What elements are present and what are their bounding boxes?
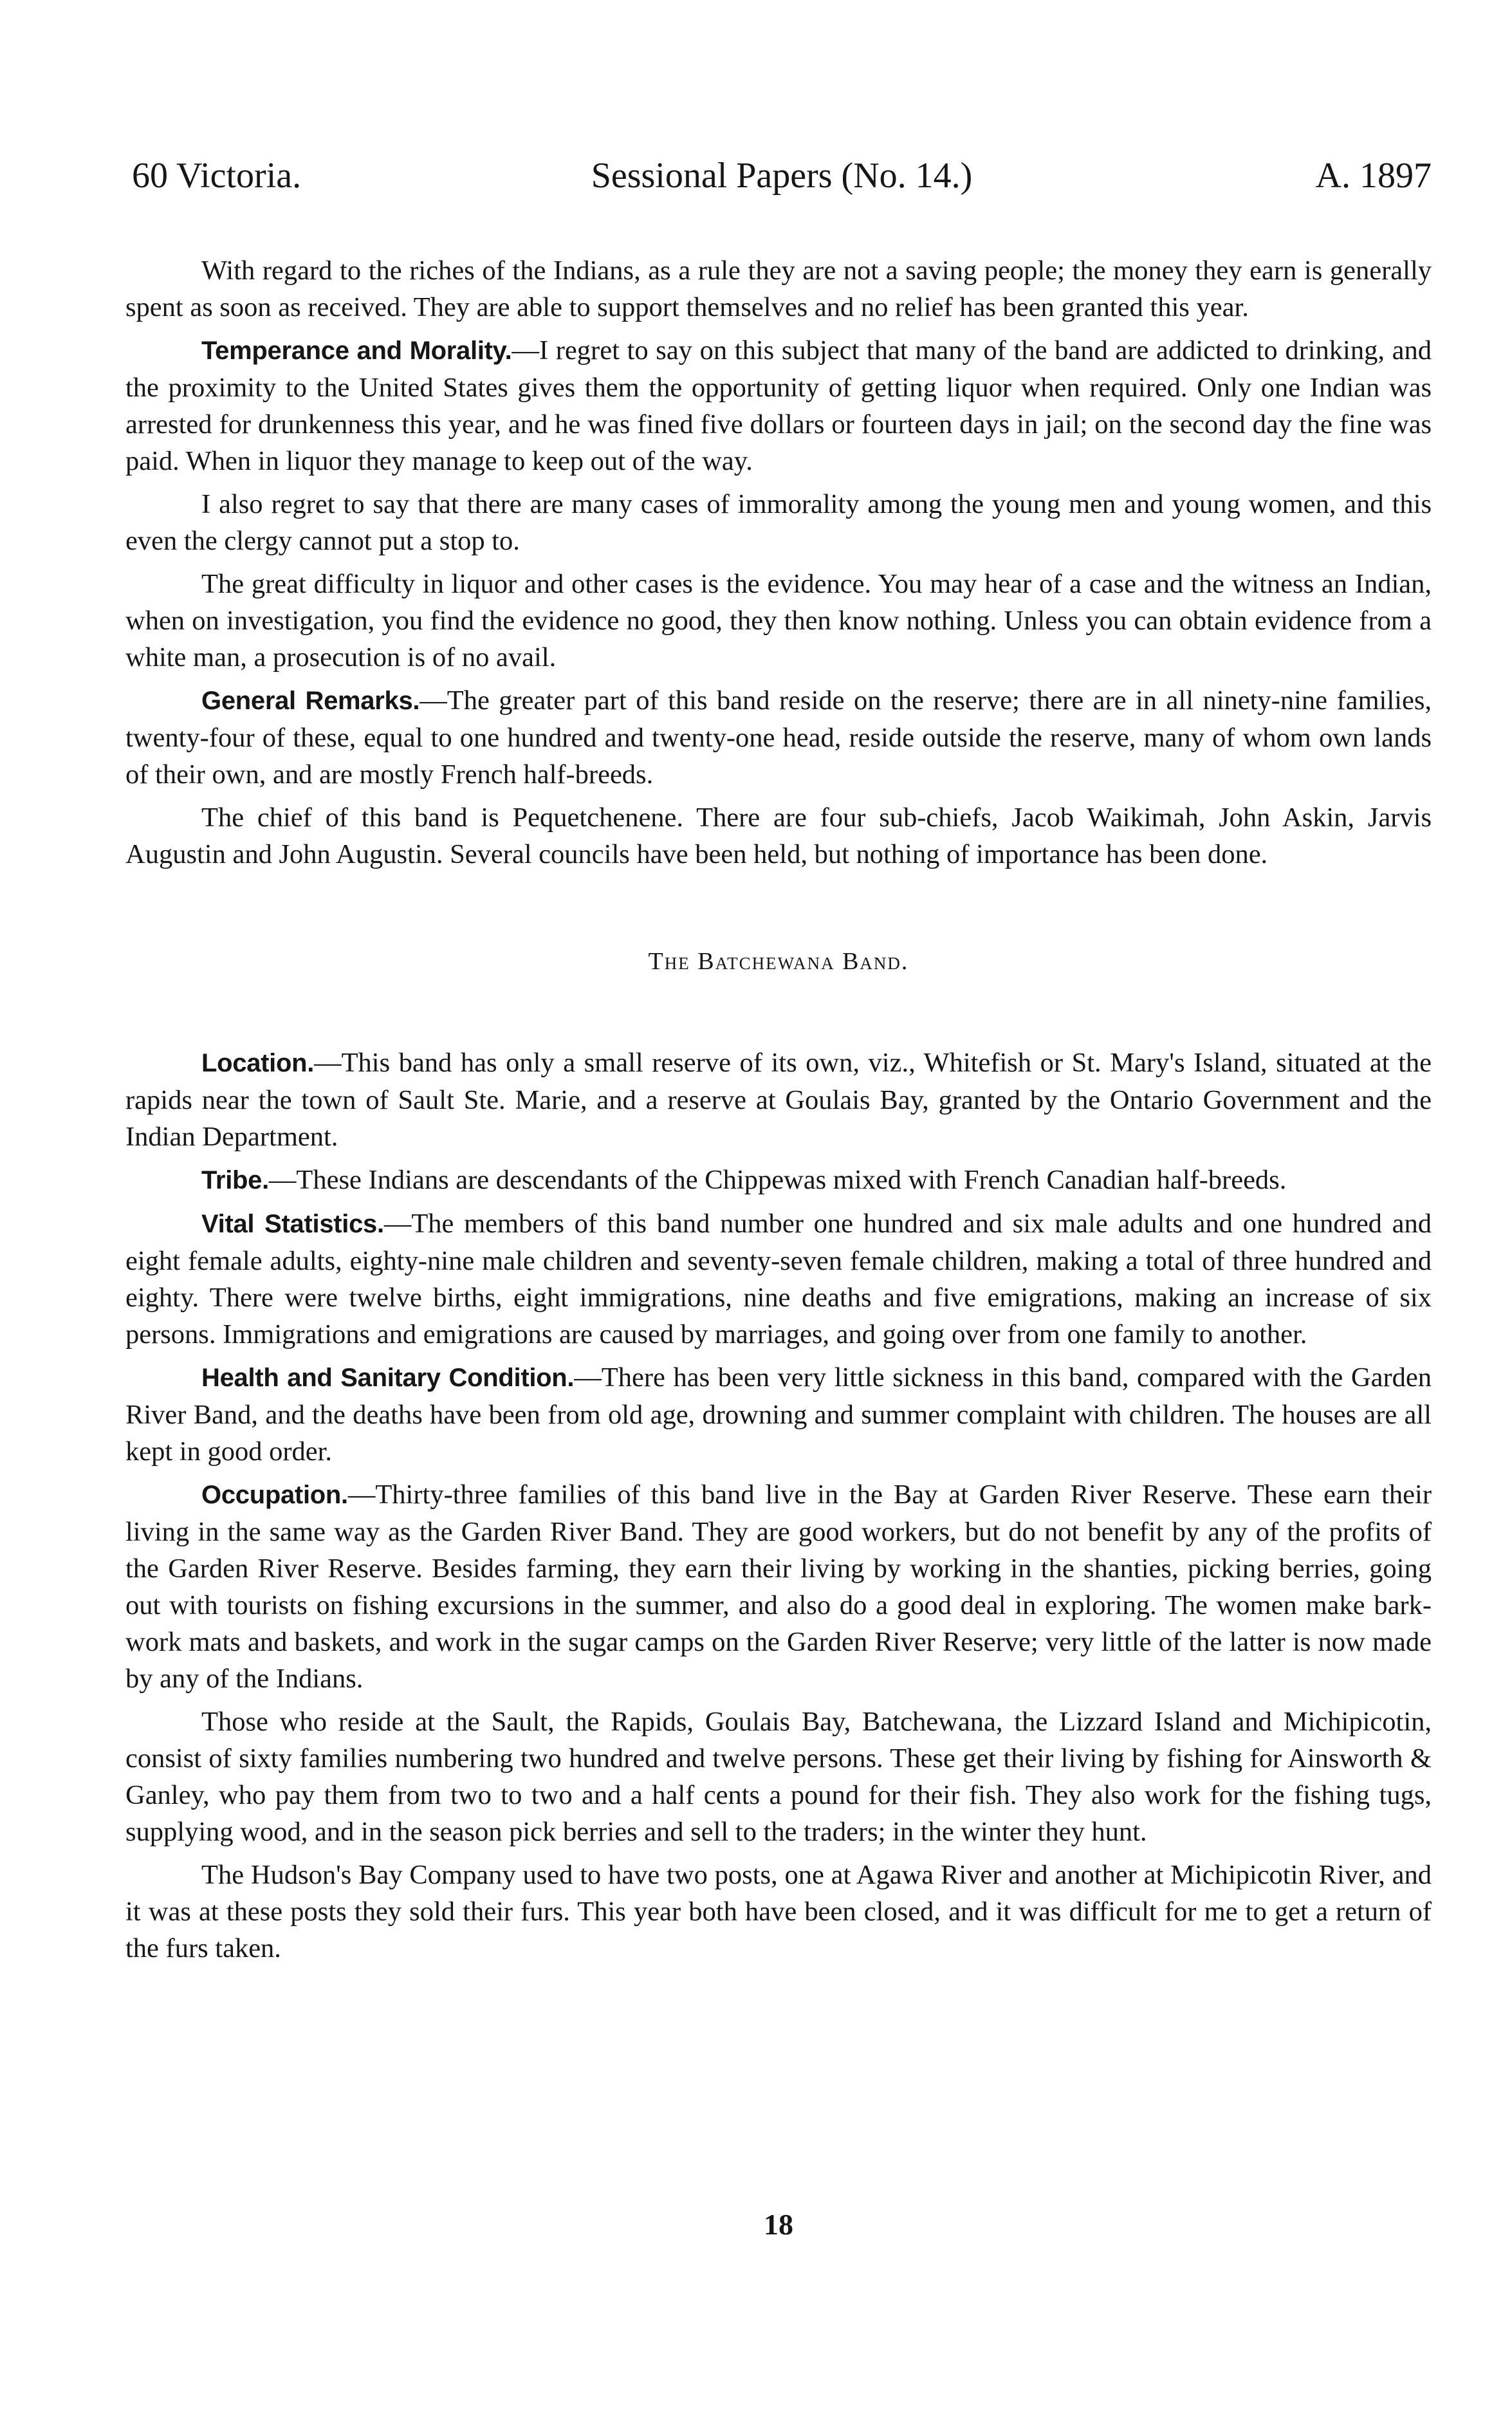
paragraph-location: [125, 1044, 1432, 1155]
run-in-heading: Tribe.: [201, 1166, 269, 1194]
run-in-heading: Location.: [201, 1049, 315, 1077]
paragraph-text: —There has been very little sickness in this band, compared with the Garden River Band, and the deaths have been from old age, drowning and summer complaint with children. The houses are all kept in good order.: [125, 1362, 1432, 1467]
paragraph-tribe: [125, 1162, 1432, 1199]
page-body: [125, 252, 1432, 1973]
section-title: The Batchewana Band.: [648, 948, 909, 975]
header-year: A. 1897: [1315, 156, 1432, 196]
paragraph-general-remarks: [125, 682, 1432, 793]
paragraph-health: [125, 1359, 1432, 1470]
run-in-heading: General Remarks.: [201, 687, 420, 715]
paragraph-vital-statistics: [125, 1205, 1432, 1353]
paragraph-text: —The greater part of this band reside on the reserve; there are in all ninety-nine families, twenty-four of these, equal to one hundred and twenty-one head, reside outside the reserve, many of whom own lands of their own, and are mostly French half-breeds.: [125, 685, 1432, 790]
paragraph-text: I also regret to say that there are many cases of immorality among the young men and young women, and this even the clergy cannot put a stop to.: [125, 489, 1432, 556]
paragraph-riches: [125, 252, 1432, 326]
run-in-heading: Health and Sanitary Condition.: [201, 1364, 575, 1392]
paragraph-text: The Hudson's Bay Company used to have two posts, one at Agawa River and another at Michipicotin River, and it was at these posts they sold their furs. This year both have been closed, and it was difficult for me to get a return of the furs taken.: [125, 1860, 1432, 1963]
paragraph-text: With regard to the riches of the Indians, as a rule they are not a saving people; the money they earn is generally spent as soon as received. They are able to support themselves and no relief has been granted this year.: [125, 255, 1432, 322]
paragraph-chief: [125, 799, 1432, 873]
document-page: [125, 0, 1432, 2421]
run-in-heading: Occupation.: [201, 1481, 348, 1509]
run-in-heading: Temperance and Morality.: [201, 337, 512, 365]
paragraph-evidence: [125, 566, 1432, 676]
paragraph-text: —I regret to say on this subject that many of the band are addicted to drinking, and the proximity to the United States gives them the opportunity of getting liquor when required. Only one Indian was arrested for drunkenness this year, and he was fined five dollars or fourteen days in jail; on the second day the fine was paid. When in liquor they manage to keep out of the way.: [125, 335, 1432, 476]
running-header: [132, 147, 1432, 205]
header-volume: 60 Victoria.: [132, 156, 302, 196]
paragraph-occupation: [125, 1476, 1432, 1697]
paragraph-text: —Thirty-three families of this band live in the Bay at Garden River Reserve. These earn their living in the same way as the Garden River Band. They are good workers, but do not benefit by any of the profits of the Garden River Reserve. Besides farming, they earn their living by working in the shanties, picking berries, going out with tourists on fishing excursions in the summer, and also do a good deal in exploring. The women make bark-work mats and baskets, and work in the sugar camps on the Garden River Reserve; very little of the latter is now made by any of the Indians.: [125, 1480, 1432, 1694]
paragraph-sault-residents: [125, 1703, 1432, 1850]
header-title: Sessional Papers (No. 14.): [591, 156, 973, 196]
paragraph-text: The great difficulty in liquor and other cases is the evidence. You may hear of a case and the witness an Indian, when on investigation, you find the evidence no good, they then know nothing. Unless you can obtain evidence from a white man, a prosecution is of no avail.: [125, 569, 1432, 672]
run-in-heading: Vital Statistics.: [201, 1210, 384, 1238]
paragraph-temperance: [125, 332, 1432, 479]
page-number: 18: [764, 2208, 793, 2241]
paragraph-text: —The members of this band number one hundred and six male adults and one hundred and eight female adults, eighty-nine male children and seventy-seven female children, making a total of three hundred and eighty. There were twelve births, eight immigrations, nine deaths and five emigrations, making an increase of six persons. Immigrations and emigrations are caused by marriages, and going over from one family to another.: [125, 1209, 1432, 1350]
paragraph-text: The chief of this band is Pequetchenene. There are four sub-chiefs, Jacob Waikimah, John Askin, Jarvis Augustin and John Augustin. Several councils have been held, but nothing of importance has been done.: [125, 802, 1432, 869]
paragraph-immorality: [125, 486, 1432, 559]
paragraph-text: —This band has only a small reserve of its own, viz., Whitefish or St. Mary's Island, situated at the rapids near the town of Sault Ste. Marie, and a reserve at Goulais Bay, granted by the Ontario Government and the Indian Department.: [125, 1048, 1432, 1152]
paragraph-hudsons-bay: [125, 1857, 1432, 1967]
paragraph-text: —These Indians are descendants of the Chippewas mixed with French Canadian half-breeds.: [268, 1165, 1287, 1195]
paragraph-text: Those who reside at the Sault, the Rapids, Goulais Bay, Batchewana, the Lizzard Island and Michipicotin, consist of sixty families numbering two hundred and twelve persons. These get their living by fishing for Ainsworth & Ganley, who pay them from two to two and a half cents a pound for their fish. They also work for the fishing tugs, supplying wood, and in the season pick berries and sell to the traders; in the winter they hunt.: [125, 1707, 1432, 1847]
